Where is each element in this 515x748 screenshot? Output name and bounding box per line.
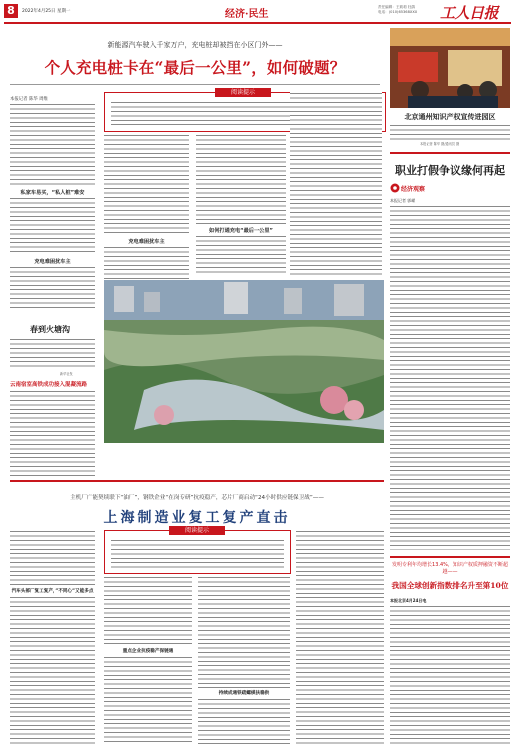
shanghai-headline: 上海制造业复工复产直击: [103, 510, 291, 526]
lead-byline: 本报记者 陈华 周维: [10, 97, 48, 102]
newspaper-logo: 工人日报: [440, 4, 499, 22]
opinion-body: [390, 205, 510, 550]
ip-photo-title: 北京通州知识产权宣传进园区: [404, 112, 496, 121]
lead-rule: [10, 84, 380, 85]
lead-reading-tip-label: 阅读提示: [215, 88, 271, 97]
patent-kicker: 发明专利年均增长13.4%，知识产权质押融资不断超越——: [392, 562, 508, 575]
ip-photo: [390, 28, 510, 108]
phone-line: 电话：(010)65368XXX: [378, 10, 418, 14]
eye-icon: [390, 183, 400, 193]
yunnan-headline: 云南宿室高铁成功接入混凝流路: [10, 382, 88, 388]
shanghai-body-col1: [10, 530, 95, 585]
bottom-right-rule: [390, 556, 510, 558]
shanghai-body-col4: [296, 530, 384, 744]
shanghai-body-col3b: [198, 698, 290, 744]
shanghai-body-col2: [104, 576, 192, 646]
shanghai-body-col3: [198, 576, 290, 688]
lead-subhead-1: 私家车易买，“私人桩”难安: [20, 190, 85, 196]
lead-body-col1b: [10, 197, 95, 255]
opinion-byline: 本报记者 郭嵘: [390, 198, 416, 203]
shanghai-subhead-1: 汽车头部厂复工复产，”不同心”又能多点: [11, 589, 94, 594]
spring-photo-caption: [10, 338, 95, 370]
lead-body-col3: [196, 134, 286, 225]
lead-body-col1c: [10, 266, 95, 308]
lead-subhead-2b: 充电难困扰车主: [128, 239, 165, 245]
opinion-headline: 职业打假争议缘何再起: [395, 164, 505, 177]
shanghai-reading-tip-box: [104, 527, 291, 574]
editor-line: 责任编辑：王莉莉 杜鹃: [378, 5, 416, 9]
spring-photo-credit: 新华社发: [60, 372, 73, 376]
patent-byline: 本报北京4月24日电: [390, 598, 427, 603]
lead-body-col1: [10, 103, 95, 186]
lead-subhead-2: 充电难困扰车主: [34, 259, 71, 265]
issue-date: 2022年4月25日 星期一: [22, 9, 71, 14]
lead-body-col3b: [196, 235, 286, 275]
shanghai-subhead-2: 重点企业抗疫稳产保链通: [122, 649, 174, 654]
shanghai-kicker: 主机厂广能契续联下“油厂”，钢铁企业“在岗专研”抗疫稳产，芯片厂商启动“24小时供应链保卫战”——: [70, 495, 324, 501]
opinion-tag-label: 经济观察: [401, 186, 426, 193]
page-number: 8: [4, 4, 18, 18]
lead-body-col2: [104, 134, 189, 236]
lead-headline: 个人充电桩卡在“最后一公里”，如何破题？: [44, 58, 346, 77]
patent-body: [390, 605, 510, 744]
shanghai-subhead-3: 持续成通铁疏螺棋扶稳供: [218, 691, 270, 696]
shanghai-reading-tip-text: [111, 539, 284, 569]
opinion-tag: [390, 183, 432, 193]
header-rule: [4, 22, 511, 24]
shanghai-body-col2b: [104, 656, 192, 744]
lead-body-col4: [290, 92, 382, 275]
ip-photo-credit: 本报记者 陈华 摄/通讯员 摄: [420, 142, 460, 146]
yunnan-body: [10, 390, 95, 476]
shanghai-body-col1b: [10, 596, 95, 744]
spring-landscape: [104, 280, 384, 443]
patent-headline: 我国全球创新指数排名升至第10位: [391, 581, 509, 590]
lead-kicker: 新能源汽车驶入千家万户，充电桩却被挡在小区门外——: [107, 41, 283, 49]
right-divider: [390, 152, 510, 154]
ip-photo-text: [390, 124, 510, 142]
spring-photo: [104, 280, 384, 443]
section-rule: [10, 480, 384, 482]
section-name: 经济·民生: [225, 9, 269, 20]
lead-subhead-3: 如何打通充电“最后一公里”: [209, 228, 273, 234]
editor-info: [378, 5, 417, 15]
ip-photo-illustration: [390, 28, 510, 108]
spring-photo-title: 春到火塘沟: [30, 324, 70, 334]
shanghai-reading-tip-label: 阅读提示: [169, 526, 225, 535]
